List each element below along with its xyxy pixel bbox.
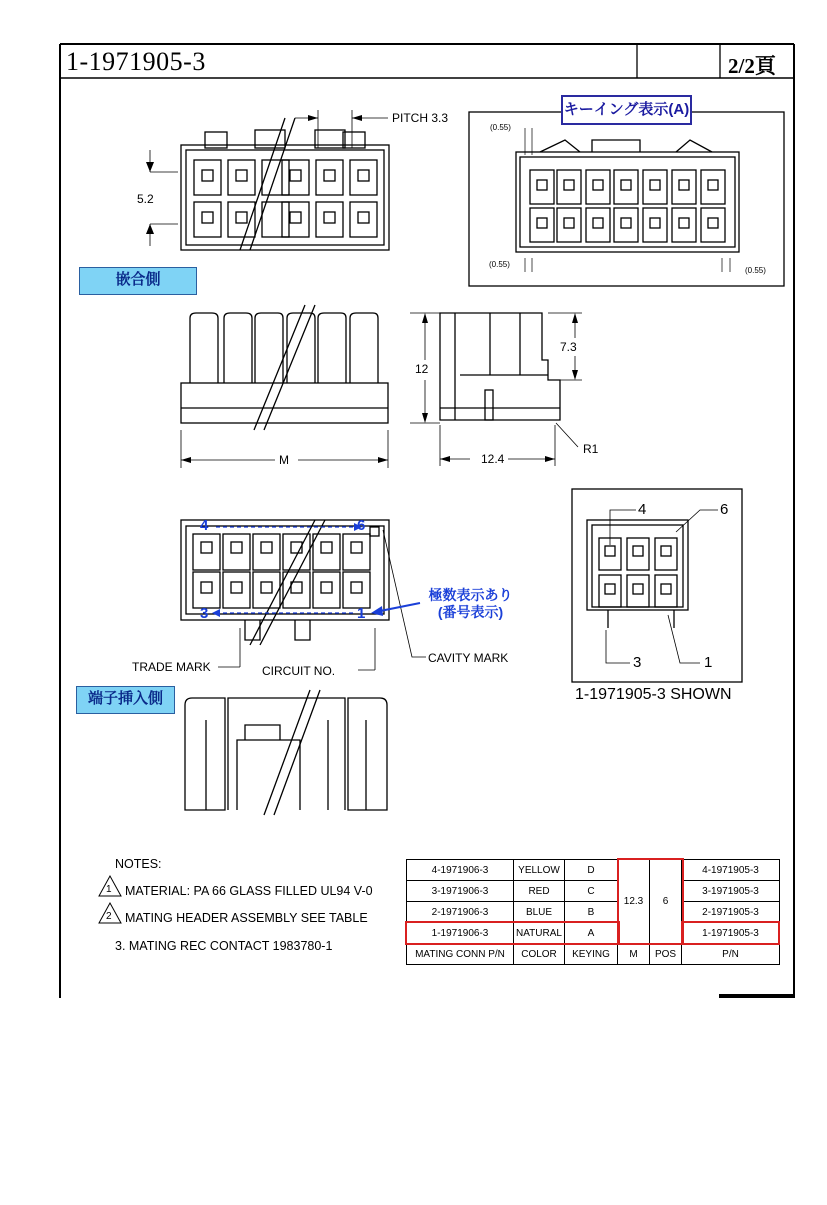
pos-value: 6 <box>650 860 682 944</box>
color: RED <box>514 881 565 902</box>
pn: 3-1971905-3 <box>682 881 780 902</box>
shown-pin-3: 3 <box>633 654 642 671</box>
trade-mark-label: TRADE MARK <box>132 660 211 674</box>
mating-pn: 1-1971906-3 <box>407 923 514 944</box>
pn: 2-1971905-3 <box>682 902 780 923</box>
table-row <box>407 860 780 881</box>
pole-note-line1: 極数表示あり <box>428 587 513 603</box>
shown-pin-1: 1 <box>704 654 713 671</box>
note-3-text: 3. MATING REC CONTACT 1983780-1 <box>115 939 333 953</box>
header-color: COLOR <box>514 944 565 965</box>
mating-table <box>406 859 780 965</box>
header-pn: P/N <box>682 944 780 965</box>
mating-pn: 2-1971906-3 <box>407 902 514 923</box>
side-front-view <box>181 305 388 468</box>
shown-pin-4: 4 <box>638 501 647 518</box>
pole-note-line2: (番号表示) <box>437 604 504 620</box>
side-right-view <box>410 313 582 466</box>
bottom-view <box>185 690 387 815</box>
header-mating: MATING CONN P/N <box>407 944 514 965</box>
depth-dim-12-4: 12.4 <box>481 452 505 466</box>
height-dim-label: 5.2 <box>137 192 154 206</box>
note-2-num: 2 <box>106 911 112 922</box>
pn: 1-1971905-3 <box>682 923 780 944</box>
m-value: 12.3 <box>618 860 650 944</box>
keying-dim-top-left: (0.55) <box>490 123 511 132</box>
keying-dim-bottom-right: (0.55) <box>745 266 766 275</box>
keying-view <box>469 112 784 286</box>
pole-number-note <box>418 587 523 621</box>
keying-dim-bottom-left: (0.55) <box>489 260 510 269</box>
circuit-no-label: CIRCUIT NO. <box>262 664 336 678</box>
note-2-text: MATING HEADER ASSEMBLY SEE TABLE <box>125 911 368 925</box>
rear-pin-6: 6 <box>357 517 366 534</box>
page-number: 2/2頁 <box>728 54 776 78</box>
highlight-mating-row <box>405 921 620 945</box>
highlight-m-pos <box>617 858 684 945</box>
highlight-pn <box>681 921 780 945</box>
keying: C <box>565 881 618 902</box>
top-front-view <box>150 110 389 250</box>
header-m: M <box>618 944 650 965</box>
rear-pin-3: 3 <box>200 605 209 622</box>
color: NATURAL <box>514 923 565 944</box>
rear-pin-4: 4 <box>200 517 209 534</box>
note-1-text: MATERIAL: PA 66 GLASS FILLED UL94 V-0 <box>125 884 373 898</box>
pitch-label: PITCH 3.3 <box>392 111 449 125</box>
color: YELLOW <box>514 860 565 881</box>
color: BLUE <box>514 902 565 923</box>
shown-pin-6: 6 <box>720 501 729 518</box>
rear-pin-1: 1 <box>357 605 366 622</box>
keying-title: キーイング表示(A) <box>561 95 692 125</box>
note-1-num: 1 <box>106 884 112 895</box>
cavity-mark-label: CAVITY MARK <box>428 651 509 665</box>
mating-pn: 3-1971906-3 <box>407 881 514 902</box>
header-pos: POS <box>650 944 682 965</box>
upper-dim-7-3: 7.3 <box>560 340 577 354</box>
mating-pn: 4-1971906-3 <box>407 860 514 881</box>
rear-view <box>181 520 426 670</box>
radius-dim: R1 <box>583 442 599 456</box>
table-row <box>407 881 780 902</box>
notes-title: NOTES: <box>115 857 162 871</box>
shown-view <box>572 489 742 682</box>
keying: A <box>565 923 618 944</box>
table-row <box>407 902 780 923</box>
drawing-number: 1-1971905-3 <box>66 47 206 76</box>
pn: 4-1971905-3 <box>682 860 780 881</box>
shown-caption: 1-1971905-3 SHOWN <box>575 686 732 703</box>
terminal-side-label: 端子挿入側 <box>76 686 175 714</box>
width-dim-m: M <box>279 453 289 467</box>
header-keying: KEYING <box>565 944 618 965</box>
mating-side-label: 嵌合側 <box>79 267 197 295</box>
keying: B <box>565 902 618 923</box>
table-header-row <box>407 944 780 965</box>
keying: D <box>565 860 618 881</box>
height-dim-12: 12 <box>415 362 429 376</box>
